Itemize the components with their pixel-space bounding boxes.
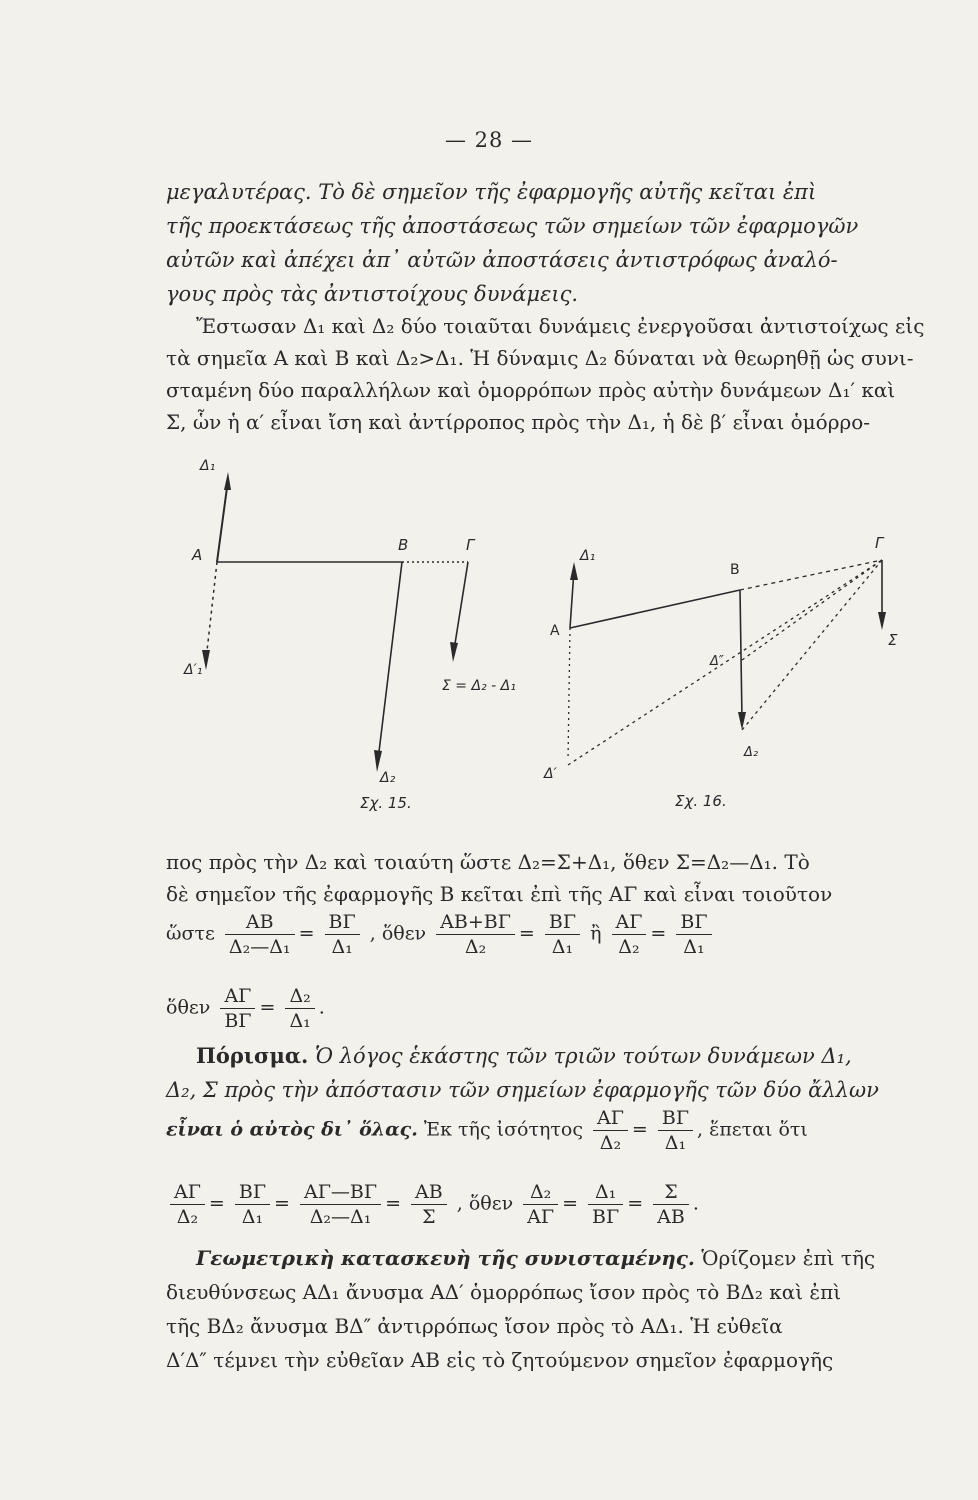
- eq3-mid: , ὅθεν: [456, 1192, 514, 1215]
- fig15-d1prime-arrowhead: [202, 650, 210, 670]
- fig15-sigma-arrow: [454, 562, 468, 650]
- figure-16: [530, 520, 920, 820]
- construction-text-1: Ὁρίζομεν ἐπὶ τῆς: [701, 1246, 876, 1270]
- eq3-frac-4: $\frac{AB}{\Sigma}$: [411, 1180, 447, 1229]
- para1-line-3: αὐτῶν καὶ ἀπέχει ἀπ᾽ αὐτῶν ἀποστάσεις ἀντιστρόφως ἀναλό-: [166, 248, 838, 272]
- fig15-caption: Σχ. 15.: [360, 794, 412, 812]
- construction-line-3: τῆς ΒΔ₂ ἄνυσμα ΒΔ″ ἀντιρρόπως ἴσον πρὸς τὸ ΑΔ₁. Ἡ εὐθεῖα: [166, 1314, 783, 1338]
- para1-line-1: μεγαλυτέρας. Τὸ δὲ σημεῖον τῆς ἐφαρμογῆς αὐτῆς κεῖται ἐπὶ: [166, 180, 817, 204]
- porism-text-1: Ὁ λόγος ἑκάστης τῶν τριῶν τούτων δυνάμεων Δ₁,: [314, 1044, 852, 1068]
- page-number: — 28 —: [444, 128, 534, 152]
- para2-line-3: σταμένη δύο παραλλήλων καὶ ὁμορρόπων πρὸς αὐτὴν δυνάμεων Δ₁′ καὶ: [166, 378, 896, 402]
- porism-line-2: Δ₂, Σ πρὸς τὴν ἀπόστασιν τῶν σημείων ἐφαρμογῆς τῶν δύο ἄλλων: [166, 1078, 879, 1102]
- fig16-label-b: Β: [730, 562, 740, 578]
- fig15-d1-arrow: [217, 480, 228, 562]
- fig16-label-s: Σ: [888, 631, 898, 649]
- fig15-label-d2: Δ₂: [380, 770, 396, 786]
- equation-2: ὅθεν $\frac{A\Gamma}{B\Gamma}$ = $\frac{\text{Δ₂}}{\text{Δ₁}}$ .: [166, 985, 325, 1032]
- eq1-prefix: ὥστε: [166, 922, 215, 945]
- porism-heading: Πόρισμα.: [196, 1043, 309, 1068]
- eq3-frac-3: $\frac{A\Gamma—B\Gamma}{\text{Δ₂—Δ₁}}$: [300, 1180, 381, 1229]
- eq3-frac-7: $\frac{\Sigma}{AB}$: [653, 1180, 689, 1229]
- para1-line-2: τῆς προεκτάσεως τῆς ἀποστάσεως τῶν σημείων τῶν ἐφαρμογῶν: [166, 214, 859, 238]
- fig15-d1prime-line: [206, 562, 217, 660]
- porism-text-3b: Ἐκ τῆς ἰσότητος: [423, 1118, 583, 1141]
- porism-line-3: εἶναι ὁ αὐτὸς δι᾽ ὅλας. Ἐκ τῆς ἰσότητος $\frac{A\Gamma}{\text{Δ₂}}$ = $\frac{B\Gamma}{\text{Δ₁}}$ , ἕπεται ὅτι: [166, 1107, 808, 1154]
- fig16-label-a: Α: [550, 623, 560, 639]
- para2-line-4: Σ, ὧν ἡ α′ εἶναι ἴση καὶ ἀντίρροπος πρὸς τὴν Δ₁, ἡ δὲ β′ εἶναι ὁμόρρο-: [166, 410, 871, 434]
- fig16-d2-arrow: [740, 590, 742, 720]
- eq3-frac-5: $\frac{\text{Δ₂}}{A\Gamma}$: [523, 1180, 558, 1229]
- fig15-d2-arrowhead: [374, 750, 382, 772]
- eq2-frac-2: $\frac{\text{Δ₂}}{\text{Δ₁}}$: [285, 984, 314, 1033]
- fig15-label-sigma: Σ = Δ₂ - Δ₁: [442, 678, 516, 694]
- fig16-sigma-arrowhead: [878, 612, 886, 630]
- para3-line-2: δὲ σημεῖον τῆς ἐφαρμογῆς Β κεῖται ἐπὶ τῆς ΑΓ καὶ εἶναι τοιοῦτον: [166, 882, 833, 906]
- fig15-label-d1prime: Δ′₁: [184, 662, 203, 678]
- fig16-caption: Σχ. 16.: [675, 792, 727, 810]
- eq1-frac-5: $\frac{A\Gamma}{\text{Δ₂}}$: [612, 910, 647, 959]
- fig16-label-d1: Δ₁: [580, 548, 596, 564]
- para2-line-2: τὰ σημεῖα Α καὶ Β καὶ Δ₂>Δ₁. Ἡ δύναμις Δ₂ δύναται νὰ θεωρηθῇ ὡς συνι-: [166, 346, 914, 370]
- para3-line-1: πος πρὸς τὴν Δ₂ καὶ τοιαύτη ὥστε Δ₂=Σ+Δ₁, ὅθεν Σ=Δ₂—Δ₁. Τὸ: [166, 850, 810, 874]
- porism-frac-1: $\frac{A\Gamma}{\text{Δ₂}}$: [593, 1106, 628, 1155]
- fig16-bg-line: [740, 560, 882, 590]
- fig15-label-g: Γ: [466, 536, 475, 554]
- porism-line-1: [196, 1042, 956, 1070]
- fig15-sigma-arrowhead: [450, 642, 458, 662]
- eq1-or: ἢ: [590, 922, 602, 945]
- eq1-frac-1: $\frac{AB}{\text{Δ₂—Δ₁}}$: [225, 910, 295, 959]
- construction-line-1: [196, 1244, 956, 1272]
- fig16-label-dpp: Δ″: [710, 654, 724, 669]
- fig15-d2-arrow: [378, 562, 402, 760]
- figure-15: [170, 450, 516, 812]
- eq1-frac-4: $\frac{B\Gamma}{\text{Δ₁}}$: [545, 910, 580, 959]
- eq2-prefix: ὅθεν: [166, 996, 211, 1019]
- porism-text-3a: εἶναι ὁ αὐτὸς δι᾽ ὅλας.: [166, 1118, 418, 1141]
- fig16-d1-arrowhead: [570, 562, 578, 580]
- fig16-d2-arrowhead: [738, 712, 746, 730]
- fig16-label-dp: Δ′: [544, 766, 557, 782]
- fig16-g-d2-line: [742, 560, 882, 730]
- fig16-ad-prime-line: [568, 628, 570, 760]
- fig15-label-a: Α: [192, 546, 203, 564]
- construction-line-4: Δ′Δ″ τέμνει τὴν εὐθεῖαν ΑΒ εἰς τὸ ζητούμενον σημεῖον ἐφαρμογῆς: [166, 1348, 834, 1372]
- eq1-frac-2: $\frac{B\Gamma}{\text{Δ₁}}$: [325, 910, 360, 959]
- eq2-frac-1: $\frac{A\Gamma}{B\Gamma}$: [220, 984, 255, 1033]
- equation-1: ὥστε $\frac{AB}{\text{Δ₂—Δ₁}}$ = $\frac{B\Gamma}{\text{Δ₁}}$ , ὅθεν $\frac{AB+B\Gamma}{\text{Δ₂}}$ = $\frac{B\Gamma}{\text{Δ₁}}$ ἢ $\frac{A\Gamma}{\text{Δ₂}}$ = $\frac{B\Gamma}{\text{Δ₁}}$: [166, 910, 716, 959]
- eq1-frac-3: $\frac{AB+B\Gamma}{\text{Δ₂}}$: [436, 910, 515, 959]
- eq3-frac-6: $\frac{\text{Δ₁}}{B\Gamma}$: [588, 1180, 623, 1229]
- eq1-frac-6: $\frac{B\Gamma}{\text{Δ₁}}$: [676, 910, 711, 959]
- porism-frac-2: $\frac{B\Gamma}{\text{Δ₁}}$: [658, 1106, 693, 1155]
- fig16-dprime-g-line: [568, 560, 882, 765]
- fig15-d1-arrowhead: [224, 472, 231, 490]
- para2-line-1: Ἔστωσαν Δ₁ καὶ Δ₂ δύο τοιαῦται δυνάμεις ἐνεργοῦσαι ἀντιστοίχως εἰς: [196, 314, 925, 338]
- fig16-label-d2: Δ₂: [744, 745, 759, 760]
- fig16-ab-line: [570, 590, 740, 628]
- porism-text-3c: , ἕπεται ὅτι: [697, 1118, 808, 1141]
- eq1-mid: , ὅθεν: [369, 922, 427, 945]
- eq3-frac-1: $\frac{A\Gamma}{\text{Δ₂}}$: [170, 1180, 205, 1229]
- eq3-frac-2: $\frac{B\Gamma}{\text{Δ₁}}$: [235, 1180, 270, 1229]
- equation-3: $\frac{A\Gamma}{\text{Δ₂}}$ = $\frac{B\Gamma}{\text{Δ₁}}$ = $\frac{A\Gamma—B\Gamma}{\text{Δ₂—Δ₁}}$ = $\frac{AB}{\Sigma}$ , ὅθεν $\frac{\text{Δ₂}}{A\Gamma}$ = $\frac{\text{Δ₁}}{B\Gamma}$ = $\frac{\Sigma}{AB}$ .: [166, 1180, 699, 1229]
- fig16-label-g: Γ: [875, 534, 884, 552]
- para1-line-4: γους πρὸς τὰς ἀντιστοίχους δυνάμεις.: [166, 282, 579, 306]
- construction-line-2: διευθύνσεως ΑΔ₁ ἄνυσμα ΑΔ′ ὁμορρόπως ἴσον πρὸς τὸ ΒΔ₂ καὶ ἐπὶ: [166, 1280, 842, 1304]
- fig15-label-d1: Δ₁: [200, 458, 216, 474]
- construction-heading: Γεωμετρικὴ κατασκευὴ τῆς συνισταμένης.: [196, 1246, 695, 1270]
- fig15-label-b: Β: [398, 536, 409, 554]
